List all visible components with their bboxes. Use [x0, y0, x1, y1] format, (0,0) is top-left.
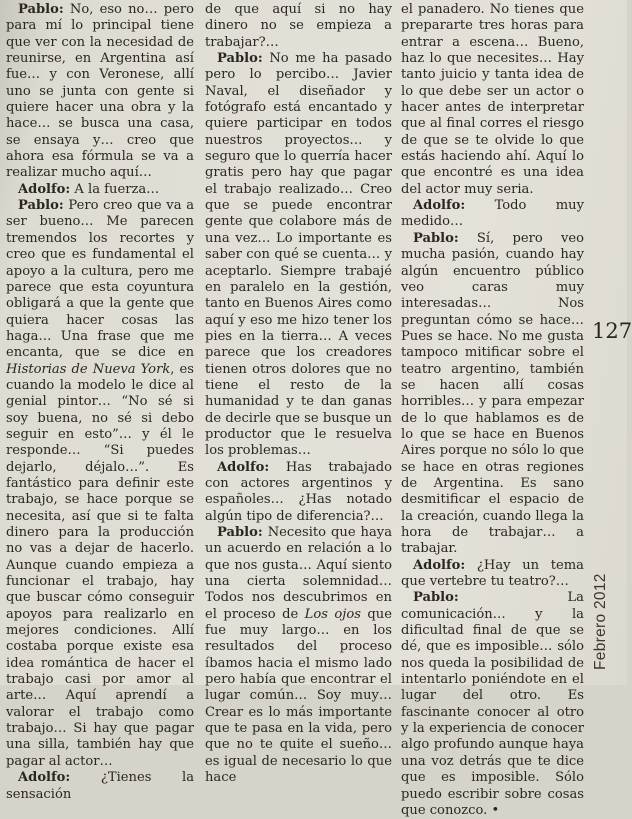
paragraph-text: No me ha pasado pero lo percibo… Javier Naval, el diseñador y fotógrafo está encantado y quiere participar en todos nuestros proyectos… y seguro que lo querría hacer gratis pero hay que pagar el trabajo realizado… Creo que se puede encontrar gente que colabore más de una vez… Lo importante es saber con qué se cuenta… y aceptarlo. Siempre trabajé en paralelo en la gestión, tanto en Buenos Aires como aquí y eso me hizo tener los pies en la tierra… A veces parece que los creadores tienen otros dolores que no tiene el resto de la humanidad y te dan ganas de decirle que se busque un productor que le resuelva los problemas…	[205, 51, 392, 459]
paragraph	[401, 231, 584, 558]
speaker-label: Pablo:	[18, 198, 64, 214]
speaker-label: Pablo:	[217, 525, 263, 540]
paragraph-text: de que aquí si no hay dinero no se empieza a trabajar?…	[205, 2, 392, 50]
paragraph	[401, 558, 584, 591]
italic-title: Los ojos	[304, 606, 361, 622]
paragraph-text: el panadero. No tienes que prepararte tres horas para entrar a escena… Bueno, haz lo que necesites… Hay tanto juicio y tanta idea de lo que debe ser un actor o hacer antes de interpretar que al final corres el riesgo de que se te olvide lo que estás haciendo ahí. Aquí lo que encontré es una idea del actor muy seria.	[401, 2, 584, 197]
speaker-label: Adolfo:	[413, 557, 466, 573]
paragraph-text: Pero creo que va a ser bueno… Me parecen tremendos los recortes y creo que es fundamental el apoyo a la cultura, pero me parece que esta coyuntura obligará a que la gente que quiera hacer cosas las haga… Una frase que me encanta, que se dice en	[6, 198, 194, 361]
paragraph-text: A la fuerza…	[74, 181, 160, 197]
paragraph	[401, 2, 584, 198]
paragraph-text: Sí, pero veo mucha pasión, cuando hay algún encuentro público veo caras muy interesadas… Nos preguntan cómo se hace… Pues se hace. No me gusta tampoco mitificar sobre el teatro argentino, también se hacen allí cosas horribles… y para empezar de lo que hablamos es de lo que se hace en Buenos Aires porque no sólo lo que se hace en otras regiones de Argentina. Es sano desmitificar el espacio de la creación, cuando llega la hora de trabajar… a trabajar.	[401, 230, 584, 557]
issue-date: Febrero 2012	[592, 573, 609, 670]
italic-title: Historias de Nueva York	[6, 361, 171, 377]
speaker-label: Pablo:	[413, 590, 459, 606]
paragraph	[401, 590, 584, 819]
paragraph	[6, 770, 194, 803]
speaker-label: Adolfo:	[217, 459, 270, 475]
page-number: 127	[592, 319, 632, 343]
text-column-3	[401, 2, 584, 819]
paragraph	[205, 2, 392, 51]
paragraph-text: ¿Tienes la sensación	[6, 770, 194, 802]
paragraph-text: Necesito que haya un acuerdo en relación a lo que nos gusta… Aquí siento una cierta solemnidad… Todos nos descubrimos en el proceso de	[205, 525, 393, 622]
paragraph-text: ¿Hay un tema que vertebre tu teatro?…	[401, 557, 584, 590]
text-column-1	[6, 2, 194, 803]
speaker-label: Adolfo:	[413, 198, 466, 214]
paragraph	[205, 525, 392, 787]
speaker-label: Pablo:	[217, 51, 263, 67]
speaker-label: Adolfo:	[18, 770, 71, 786]
paragraph-text: que fue muy largo… en los resultados del proceso íbamos hacia el mismo lado pero había que encontrar el lugar común… Soy muy… Crear es lo más importante que te pasa en la vida, pero que no te quite el sueño… es igual de necesario lo que hace	[205, 606, 392, 786]
paragraph	[205, 51, 392, 460]
paragraph	[6, 2, 194, 182]
paragraph-text: La comunicación… y la dificultad final de que se dé, que es imposible… sólo nos queda la posibilidad de intentarlo poniéndote en el lugar del otro. Es fascinante conocer al otro y la experiencia de conocer algo profundo aunque haya una voz detrás que te dice que es imposible. Sólo puedo escribir sobre cosas que conozco. •	[401, 590, 584, 818]
paragraph	[6, 182, 194, 198]
paragraph-text: Todo muy medido…	[401, 198, 584, 230]
paragraph-text: , es cuando la modelo le dice al genial pintor… “No sé si soy buena, no sé si debo seguir en esto”… y él le responde… “Si puedes dejarlo, déjalo…”. Es fantástico para definir este trabajo, se hace porque se necesita, así que si te falta dinero para la producción no vas a dejar de hacerlo. Aunque cuando empieza a funcionar el trabajo, hay que buscar cómo conseguir apoyos para realizarlo en mejores condiciones. Allí costaba porque existe esa idea romántica de hacer el trabajo casi por amor al arte… Aquí aprendí a valorar el trabajo como trabajo… Si hay que pagar una silla, también hay que pagar al actor…	[6, 361, 194, 769]
paragraph	[401, 198, 584, 231]
speaker-label: Pablo:	[413, 230, 459, 246]
speaker-label: Pablo:	[18, 2, 64, 17]
text-column-2	[205, 2, 392, 787]
paragraph	[6, 198, 194, 770]
paragraph-text: No, eso no… pero para mí lo principal tiene que ver con la necesidad de reunirse, en Argentina así fue… y con Veronese, allí uno se junta con gente si quiere hacer una obra y la hace… se busca una casa, se ensaya y… creo que ahora esa fórmula se va a realizar mucho aquí…	[6, 2, 194, 181]
paragraph	[205, 460, 392, 525]
speaker-label: Adolfo:	[18, 181, 71, 197]
paragraph-text: Has trabajado con actores argentinos y españoles… ¿Has notado algún tipo de diferencia?…	[205, 459, 392, 524]
